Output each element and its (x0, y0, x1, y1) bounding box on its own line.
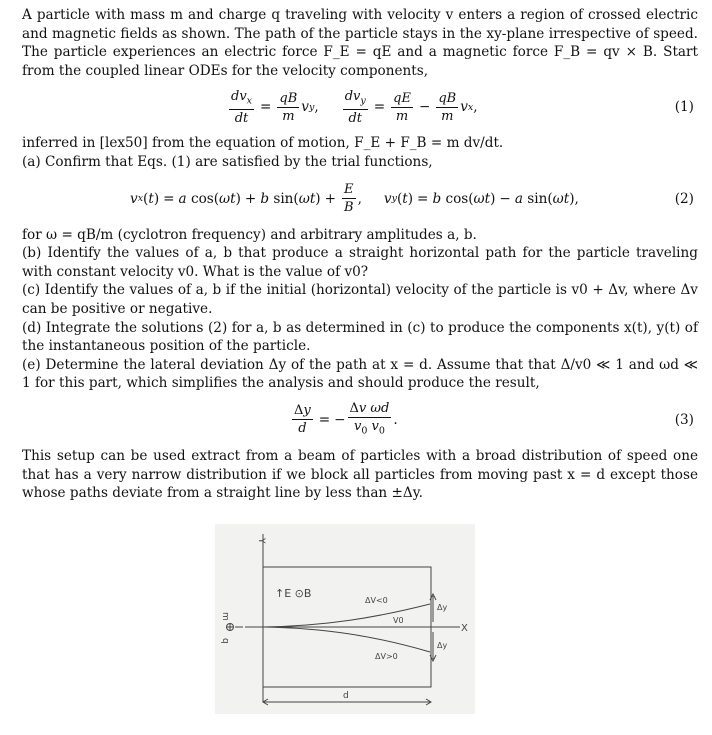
equation-3-number: (3) (674, 411, 694, 428)
label-d: d (343, 691, 349, 701)
equation-2: v x ( t ) = a cos( ωt ) + b sin( ωt ) + $\frac{E}{B}$ , v y ( t ) = b cos( ωt ) − a sin( ωt ), (2) (22, 174, 698, 224)
label-dy-bottom: Δy (437, 641, 448, 650)
problem-text (22, 6, 698, 503)
x-axis-label: X (461, 623, 468, 634)
label-dy-top: Δy (437, 603, 448, 612)
part-a: (a) Confirm that Eqs. (1) are satisfied by the trial functions, (22, 153, 433, 170)
equation-1-number: (1) (674, 99, 694, 116)
charge-label: q (220, 638, 230, 644)
label-dv-pos: ΔV>0 (375, 652, 398, 661)
equation-2-number: (2) (674, 190, 694, 207)
equation-3: $\frac{\Delta y}{d}$ = − $\frac{\text{Δv ωd}}{v_0 v_0}$ . (3) (22, 395, 698, 445)
y-axis-label: Y (256, 538, 266, 544)
part-c: (c) Identify the values of a, b if the initial (horizontal) velocity of the particle is v0 + Δv, where Δv can be positive or negative. (22, 282, 698, 317)
path-fast (263, 627, 430, 652)
field-labels: ↑E ⊙B (275, 587, 312, 600)
field-diagram (215, 524, 475, 714)
label-v0: V0 (393, 616, 404, 625)
path-slow (263, 604, 430, 627)
part-e: (e) Determine the lateral deviation Δy of the path at x = d. Assume that that Δ/v0 ≪ 1 and ωd ≪ 1 for this part, which simplifies the analysis and should produce the result, (22, 356, 698, 392)
omega-definition: for ω = qB/m (cyclotron frequency) and arbitrary amplitudes a, b. (22, 226, 477, 243)
part-b: (b) Identify the values of a, b that produce a straight horizontal path for the particle traveling with constant velocity v0. What is the value of v0? (22, 245, 698, 280)
equation-1: $\frac{dv_x}{dt}$ = $\frac{qB}{m}$ v y , $\frac{dv_y}{dt}$ = $\frac{qE}{m}$ − $\frac{qB}{m}$ v x , (1) (22, 82, 698, 132)
closing-paragraph: This setup can be used extract from a beam of particles with a broad distribution of speed one that has a very narrow distribution if we block all particles from moving past x = d except those whose paths deviate from a straight line by less than ±Δy. (22, 447, 698, 502)
mass-label: m (220, 612, 230, 621)
inferred-line: inferred in [lex50] from the equation of motion, F_E + F_B = m dv/dt. (22, 135, 504, 152)
label-dv-neg: ΔV<0 (365, 596, 388, 605)
part-d: (d) Integrate the solutions (2) for a, b as determined in (c) to produce the components x(t), y(t) of the instantaneous position of the particle. (22, 319, 698, 355)
intro-paragraph: A particle with mass m and charge q traveling with velocity v enters a region of crossed electric and magnetic fields as shown. The path of the particle stays in the xy-plane irrespective of speed. The particle experiences an electric force F_E = qE and a magnetic force F_B = qv × B. Start from the coupled linear ODEs for the velocity components, (22, 7, 698, 79)
